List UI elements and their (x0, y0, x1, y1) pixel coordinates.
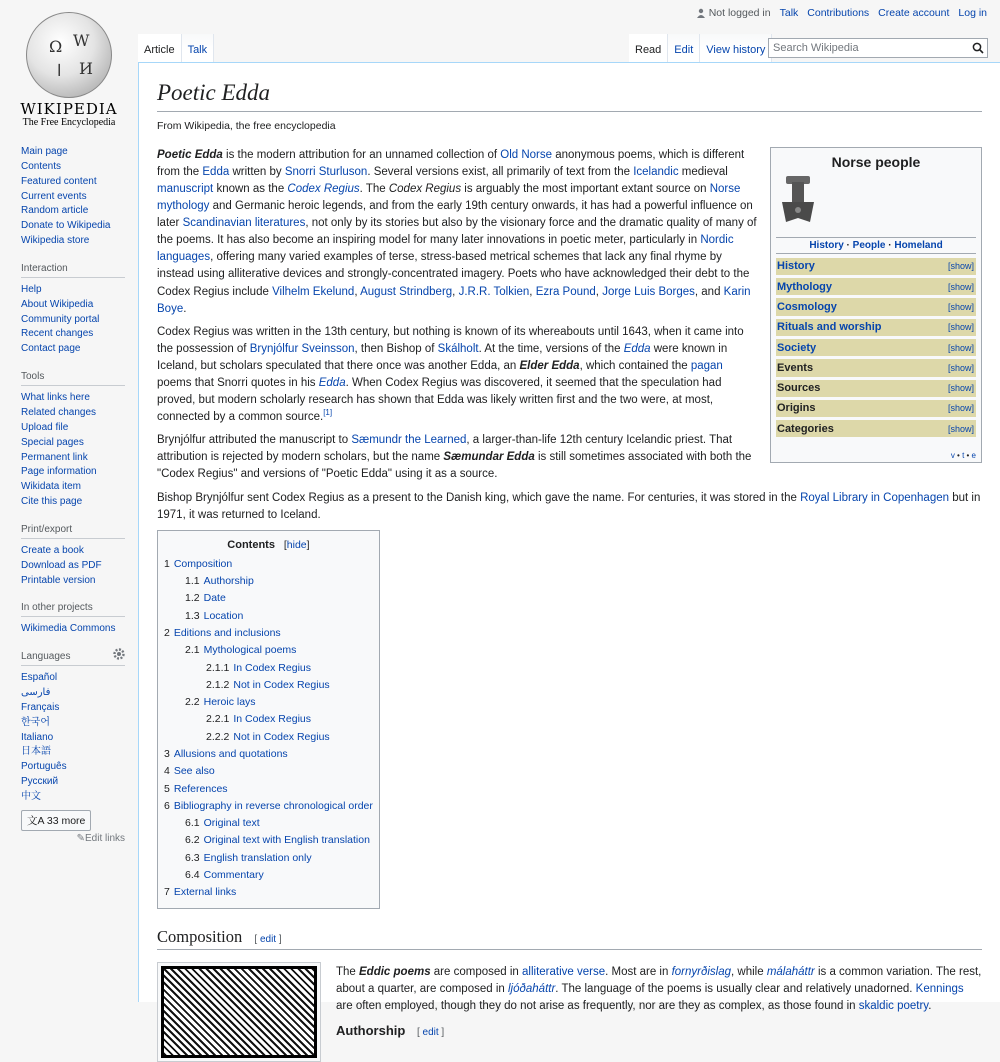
toc-number: 2.1.1 (206, 661, 230, 674)
sidebar-item-permanent-link[interactable]: Permanent link (21, 451, 88, 463)
more-languages-label: 33 more (46, 814, 86, 827)
toc-item[interactable] (164, 884, 373, 901)
language-link-fran-ais[interactable]: Français (21, 701, 60, 713)
wiki-link[interactable]: Brynjólfur Sveinsson (249, 342, 355, 355)
wiki-link[interactable]: fornyrðislag (671, 965, 732, 978)
wiki-link[interactable]: pagan (690, 359, 723, 372)
projects-heading: In other projects (21, 602, 125, 617)
toc-item[interactable] (164, 590, 373, 607)
navigation-list (21, 145, 125, 249)
toc-hide-link[interactable]: hide (286, 538, 307, 551)
thor-hammer-icon[interactable] (776, 174, 820, 226)
sidebar-item-printable-version[interactable]: Printable version (21, 574, 96, 586)
user-icon (696, 8, 706, 18)
text-run: poems that Snorri quotes in his (157, 376, 319, 389)
create-account-link[interactable]: Create account (878, 7, 950, 19)
gear-icon[interactable] (113, 648, 125, 660)
tab-edit[interactable]: Edit (668, 34, 700, 62)
toc-number: 2 (164, 626, 170, 639)
sidebar-item-contents[interactable]: Contents (21, 160, 62, 172)
translate-icon: 文A (27, 814, 44, 827)
interaction-heading: Interaction (21, 263, 125, 278)
toc-link[interactable]: In Codex Regius (233, 713, 311, 726)
text-run: The (336, 965, 360, 978)
infobox-row-label[interactable]: History (777, 260, 815, 273)
site-tagline: From Wikipedia, the free encyclopedia (157, 119, 336, 132)
sidebar-item-page-information[interactable]: Page information (21, 466, 97, 478)
toc-link[interactable]: English translation only (203, 851, 312, 864)
toc-number: 6 (164, 799, 170, 812)
infobox-row-sources[interactable] (776, 380, 976, 397)
wiki-link[interactable]: [1] (323, 408, 333, 418)
toc-list (164, 556, 373, 902)
text-run: were known in Iceland, but scholars speculated that there once was another Edda, an (157, 342, 728, 372)
toc-number: 2.2 (185, 696, 200, 709)
wiki-link[interactable]: skaldic poetry (858, 999, 929, 1012)
interaction-list (21, 283, 125, 357)
infobox-show-toggle[interactable]: [show] (947, 322, 974, 333)
language-link-portugu-s[interactable]: Português (21, 761, 67, 773)
infobox-norse-people (770, 147, 982, 464)
wiki-link[interactable]: Edda (318, 376, 346, 389)
section-heading-composition (157, 927, 982, 950)
wiki-link[interactable]: málaháttr (766, 965, 815, 978)
toc-number: 4 (164, 765, 170, 778)
infobox-row-cosmology[interactable] (776, 298, 976, 315)
text-run: is the modern attribution for an unnamed collection of (222, 148, 501, 161)
language-link-1[interactable]: فارسی (21, 687, 51, 699)
toc-number: 6.2 (185, 834, 200, 847)
infobox-show-toggle[interactable]: [show] (947, 281, 974, 292)
toc-number: 2.1 (185, 644, 200, 657)
sidebar-item-related-changes[interactable]: Related changes (21, 406, 97, 418)
wiki-link[interactable]: Edda (623, 342, 651, 355)
sidebar-item-special-pages[interactable]: Special pages (21, 436, 84, 448)
toc-number: 6.4 (185, 869, 200, 882)
tools-heading: Tools (21, 371, 125, 386)
toc-item[interactable] (164, 746, 373, 763)
wiki-link[interactable]: Nordic languages (157, 234, 734, 264)
toc-title-label: Contents (227, 538, 275, 551)
text-run: . The (359, 182, 389, 195)
toc-item[interactable] (164, 850, 373, 867)
infobox-row-mythology[interactable] (776, 278, 976, 295)
table-of-contents (157, 530, 380, 909)
text-run: are composed in (430, 965, 523, 978)
toc-link[interactable]: Heroic lays (203, 696, 256, 709)
toc-number: 2.1.2 (206, 678, 230, 691)
not-logged-in-label: Not logged in (708, 7, 771, 19)
text-run: , (452, 285, 459, 298)
manuscript-illustration (161, 966, 317, 1058)
toc-link[interactable]: Location (203, 609, 244, 622)
infobox-row-label[interactable]: Mythology (777, 280, 832, 293)
text-run: . When Codex Regius was discovered, it seemed that the speculation had proved, but modern scholarly research has shown that Edda was likely written first and the two were, at most, connected by a common source. (157, 376, 722, 424)
toc-link[interactable]: Not in Codex Regius (233, 730, 330, 743)
wiki-link[interactable]: Kennings (915, 982, 964, 995)
namespace-tabs (138, 34, 214, 62)
edit-links[interactable] (21, 833, 125, 844)
sidebar-item-cite-this-page[interactable]: Cite this page (21, 496, 83, 508)
search-input[interactable] (768, 38, 988, 58)
search-placeholder: Search Wikipedia (773, 42, 859, 54)
infobox-row-label[interactable]: Events (777, 361, 814, 374)
toc-item[interactable] (164, 625, 373, 642)
text-run: , a larger-than-life 12th century Icelandic priest. That attribution is rejected by modern scholars, but the name (157, 434, 733, 464)
composition-edit[interactable]: [ edit ] (254, 933, 282, 945)
toc-number: 6.1 (185, 817, 200, 830)
view-tabs (629, 34, 772, 62)
toc-link[interactable]: See also (173, 765, 215, 778)
wiki-link[interactable]: Edda (202, 165, 230, 178)
toc-number: 6.3 (185, 851, 200, 864)
text-run: but in 1971, it was returned to Iceland. (157, 491, 981, 521)
text-run: written by (229, 165, 285, 178)
text-run: Brynjólfur attributed the manuscript to (157, 434, 352, 447)
wiki-link[interactable]: Karin Boye (157, 285, 751, 315)
main-content (138, 62, 1000, 1038)
wiki-link[interactable]: manuscript (157, 182, 214, 195)
infobox-row-categories[interactable] (776, 420, 976, 437)
toc-link[interactable]: Allusions and quotations (173, 747, 288, 760)
globe-icon: Ω W ا И (26, 12, 112, 98)
page-title: Poetic Edda (157, 79, 982, 112)
vte-edit[interactable]: e (971, 451, 976, 461)
languages-list (21, 671, 125, 805)
projects-list (21, 622, 125, 637)
wiki-link[interactable]: J.R.R. Tolkien (458, 285, 530, 298)
sidebar-item-random-article[interactable]: Random article (21, 205, 89, 217)
text-run: . Several versions exist, all primarily of text from the (367, 165, 634, 178)
text-run: , (354, 285, 361, 298)
toc-link[interactable]: Not in Codex Regius (233, 678, 330, 691)
wiki-link[interactable]: Skálholt (437, 342, 479, 355)
text-run: are often employed, though they do not arise as frequently, nor are they as complex, as those found in (336, 999, 859, 1012)
sidebar-item-featured-content[interactable]: Featured content (21, 175, 97, 187)
infobox-row-label[interactable]: Categories (777, 422, 834, 435)
wiki-link[interactable]: Old Norse (500, 148, 553, 161)
infobox-row-history[interactable] (776, 258, 976, 275)
infobox-row-label[interactable]: Cosmology (777, 300, 837, 313)
toc-number: 1.2 (185, 592, 200, 605)
text-run: , then Bishop of (354, 342, 438, 355)
talk-link[interactable]: Talk (779, 7, 799, 19)
infobox-show-toggle[interactable]: [show] (947, 362, 974, 373)
wiki-link[interactable]: Jorge Luis Borges (602, 285, 695, 298)
tab-read[interactable]: Read (629, 34, 668, 62)
wiki-link[interactable]: August Strindberg (360, 285, 453, 298)
wiki-link[interactable]: Snorri Sturluson (284, 165, 368, 178)
text-run: , and (694, 285, 724, 298)
sidebar-item-help[interactable]: Help (21, 283, 42, 295)
sidebar-item-donate-to-wikipedia[interactable]: Donate to Wikipedia (21, 220, 111, 232)
toc-item[interactable] (164, 573, 373, 590)
text-run: , (595, 285, 603, 298)
toc-item[interactable] (164, 763, 373, 780)
tab-view-history[interactable]: View history (700, 34, 772, 62)
infobox-row-label[interactable]: Sources (777, 382, 821, 395)
logo-wordmark: WIKIPEDIA (20, 100, 118, 118)
infobox-show-toggle[interactable]: [show] (947, 301, 974, 312)
text-run: Sæmundar Edda (443, 451, 535, 464)
sidebar-item-main-page[interactable]: Main page (21, 146, 68, 157)
sidebar-item-create-a-book[interactable]: Create a book (21, 544, 84, 556)
wiki-link[interactable]: Icelandic (633, 165, 679, 178)
text-run: Codex Regius (388, 182, 462, 195)
toc-item[interactable] (164, 677, 373, 694)
sidebar-item-contact-page[interactable]: Contact page (21, 343, 81, 355)
tab-talk[interactable]: Talk (182, 34, 215, 62)
infobox-row-origins[interactable] (776, 400, 976, 417)
toc-link[interactable]: Composition (173, 557, 233, 570)
navbox-vte: v • t • e (950, 451, 976, 461)
toc-link[interactable]: In Codex Regius (233, 661, 311, 674)
toc-item[interactable] (164, 608, 373, 625)
toc-hide-toggle[interactable]: [hide] (278, 538, 310, 551)
toc-link[interactable]: Authorship (203, 575, 254, 588)
toc-item[interactable] (164, 832, 373, 849)
manuscript-image[interactable] (157, 962, 321, 1062)
language-link-espa-ol[interactable]: Español (21, 672, 58, 684)
print-list (21, 544, 125, 589)
text-run: . (928, 999, 932, 1012)
infobox-row-label[interactable]: Rituals and worship (777, 321, 882, 334)
text-run: anonymous poems, which is different from the (157, 148, 745, 178)
text-run: is still sometimes associated with both the "Codex Regius" and versions of "Poetic Edda" using it as a source. (157, 451, 752, 481)
sidebar-item-wikimedia-commons[interactable]: Wikimedia Commons (21, 623, 116, 635)
tools-list (21, 391, 125, 510)
sidebar-item-wikipedia-store[interactable]: Wikipedia store (21, 235, 90, 247)
sidebar-item-upload-file[interactable]: Upload file (21, 421, 69, 433)
toc-link[interactable]: Original text (203, 817, 260, 830)
sidebar-item-recent-changes[interactable]: Recent changes (21, 328, 94, 340)
sidebar-item-community-portal[interactable]: Community portal (21, 313, 100, 325)
pencil-icon: ✎ (76, 832, 85, 844)
text-run: , while (731, 965, 767, 978)
toc-link[interactable]: Bibliography in reverse chronological order (173, 799, 373, 812)
toc-item[interactable] (164, 867, 373, 884)
infobox-row-events[interactable] (776, 359, 976, 376)
infobox-show-toggle[interactable]: [show] (947, 383, 974, 394)
authorship-heading-label: Authorship (336, 1022, 406, 1038)
language-link-3[interactable]: 한국어 (21, 716, 50, 728)
sidebar-item-current-events[interactable]: Current events (21, 190, 87, 202)
infobox-show-toggle[interactable]: [show] (947, 423, 974, 434)
text-run: Elder Edda (519, 359, 580, 372)
text-run: , not only by its stories but also by the visionary force and the dramatic quality of many of the poems. It has also become an inspiring model for many later innovations in poetic meter, particularly in (157, 217, 757, 247)
text-run: Bishop Brynjólfur sent Codex Regius as a present to the Danish king, which gave the name. For centuries, it was stored in the (157, 491, 801, 504)
toc-item[interactable] (164, 729, 373, 746)
infobox-show-toggle[interactable]: [show] (947, 403, 974, 414)
infobox-rows (776, 258, 976, 438)
toc-item[interactable] (164, 815, 373, 832)
wiki-link[interactable]: alliterative verse (522, 965, 606, 978)
language-link-7[interactable]: Русский (21, 776, 59, 788)
wiki-link[interactable]: Scandinavian literatures (182, 217, 306, 230)
toc-number: 2.2.2 (206, 730, 230, 743)
toc-number: 1 (164, 557, 170, 570)
more-languages-button[interactable] (21, 810, 91, 831)
infobox-link-history[interactable]: History (809, 239, 844, 251)
text-run: , offering many varied examples of terse, stress-based metrical schemes that lack any final rhyme by instead using alliterative devices and strongly-concentrated imagery. Poets who have acknowledged their debt to the Codex Regius include (157, 251, 750, 298)
toc-item[interactable] (164, 556, 373, 573)
text-run: , (529, 285, 536, 298)
sidebar-item-download-as-pdf[interactable]: Download as PDF (21, 559, 102, 571)
toc-title (164, 539, 373, 551)
text-run: . At the time, versions of the (478, 342, 624, 355)
vte-talk[interactable]: t (962, 451, 965, 461)
composition-heading-label: Composition (157, 926, 243, 946)
vte-view[interactable]: v (950, 451, 955, 461)
toc-number: 3 (164, 747, 170, 760)
text-run: known as the (213, 182, 288, 195)
infobox-row-rituals-and-worship[interactable] (776, 319, 976, 336)
toc-link[interactable]: Date (203, 592, 226, 605)
infobox-link-people[interactable]: People (852, 239, 886, 251)
tab-article[interactable]: Article (138, 34, 182, 62)
infobox-row-label[interactable]: Origins (777, 402, 816, 415)
text-run: medieval (678, 165, 728, 178)
sidebar-item-about-wikipedia[interactable]: About Wikipedia (21, 298, 94, 310)
toc-number: 2.2.1 (206, 713, 230, 726)
text-run: . (183, 302, 187, 315)
toc-link[interactable]: Original text with English translation (203, 834, 370, 847)
wiki-link[interactable]: Royal Library in Copenhagen (800, 491, 950, 504)
paragraph-copenhagen (157, 490, 982, 524)
toc-number: 1.3 (185, 609, 200, 622)
print-heading: Print/export (21, 524, 125, 539)
text-run: is arguably the most important extant source on (461, 182, 710, 195)
authorship-edit-link[interactable]: edit (422, 1026, 439, 1038)
infobox-links: History · People · Homeland (776, 237, 976, 254)
wiki-link[interactable]: ljóðaháttr (507, 982, 556, 995)
toc-number: 5 (164, 782, 170, 795)
not-logged-in (696, 7, 771, 19)
toc-link[interactable]: External links (173, 886, 237, 899)
composition-edit-link[interactable]: edit (259, 933, 277, 945)
text-run: Eddic poems (359, 965, 431, 978)
sidebar-item-wikidata-item[interactable]: Wikidata item (21, 481, 82, 493)
text-run: and Germanic heroic legends, and from the early 19th century onwards, it has had a powerful influence on later (157, 200, 753, 230)
toc-link[interactable]: Editions and inclusions (173, 626, 281, 639)
toc-link[interactable]: References (173, 782, 228, 795)
toc-item[interactable] (164, 660, 373, 677)
infobox-row-society[interactable] (776, 339, 976, 356)
languages-heading-label: Languages (21, 651, 71, 663)
toc-item[interactable] (164, 642, 373, 659)
toc-number: 1.1 (185, 575, 200, 588)
language-link-italiano[interactable]: Italiano (21, 731, 54, 743)
sidebar-item-what-links-here[interactable]: What links here (21, 392, 90, 404)
languages-heading (21, 651, 125, 666)
language-link-5[interactable]: 日本語 (21, 746, 51, 758)
infobox-show-toggle[interactable]: [show] (947, 261, 974, 272)
wiki-link[interactable]: Vilhelm Ekelund (272, 285, 355, 298)
wiki-link[interactable]: Codex Regius (287, 182, 360, 195)
toc-item[interactable] (164, 711, 373, 728)
text-run: . The language of the poems is usually clear and relatively unadorned. (555, 982, 916, 995)
wikipedia-logo[interactable] (14, 8, 124, 128)
text-run: Poetic Edda (157, 148, 223, 161)
personal-tools (687, 7, 987, 19)
sidebar (21, 145, 125, 844)
infobox-title: Norse people (831, 153, 921, 170)
toc-item[interactable] (164, 781, 373, 798)
infobox-show-toggle[interactable]: [show] (947, 342, 974, 353)
text-run: . Most are in (605, 965, 672, 978)
logo-tagline: The Free Encyclopedia (22, 117, 116, 128)
text-run: Codex Regius was written in the 13th century, but nothing is known of its whereabouts until 1643, when it came into the possession of (157, 325, 744, 355)
language-link-8[interactable]: 中文 (21, 791, 41, 802)
infobox-link-homeland[interactable]: Homeland (894, 239, 943, 251)
search-icon[interactable] (972, 42, 984, 54)
toc-item[interactable] (164, 798, 373, 815)
contributions-link[interactable]: Contributions (807, 7, 870, 19)
toc-number: 7 (164, 886, 170, 899)
infobox-row-label[interactable]: Society (777, 341, 817, 354)
wiki-link[interactable]: Norse mythology (157, 182, 741, 213)
log-in-link[interactable]: Log in (958, 7, 987, 19)
text-run: is a common variation. The rest, about a quarter, are composed in (336, 965, 982, 995)
toc-item[interactable] (164, 694, 373, 711)
text-run: , which contained the (579, 359, 691, 372)
authorship-edit[interactable]: [ edit ] (416, 1026, 445, 1038)
wiki-link[interactable]: Ezra Pound (535, 285, 596, 298)
edit-links-label: Edit links (84, 832, 125, 844)
toc-link[interactable]: Mythological poems (203, 644, 297, 657)
article-body (157, 147, 982, 1038)
toc-link[interactable]: Commentary (203, 869, 264, 882)
wiki-link[interactable]: Sæmundr the Learned (351, 434, 467, 447)
